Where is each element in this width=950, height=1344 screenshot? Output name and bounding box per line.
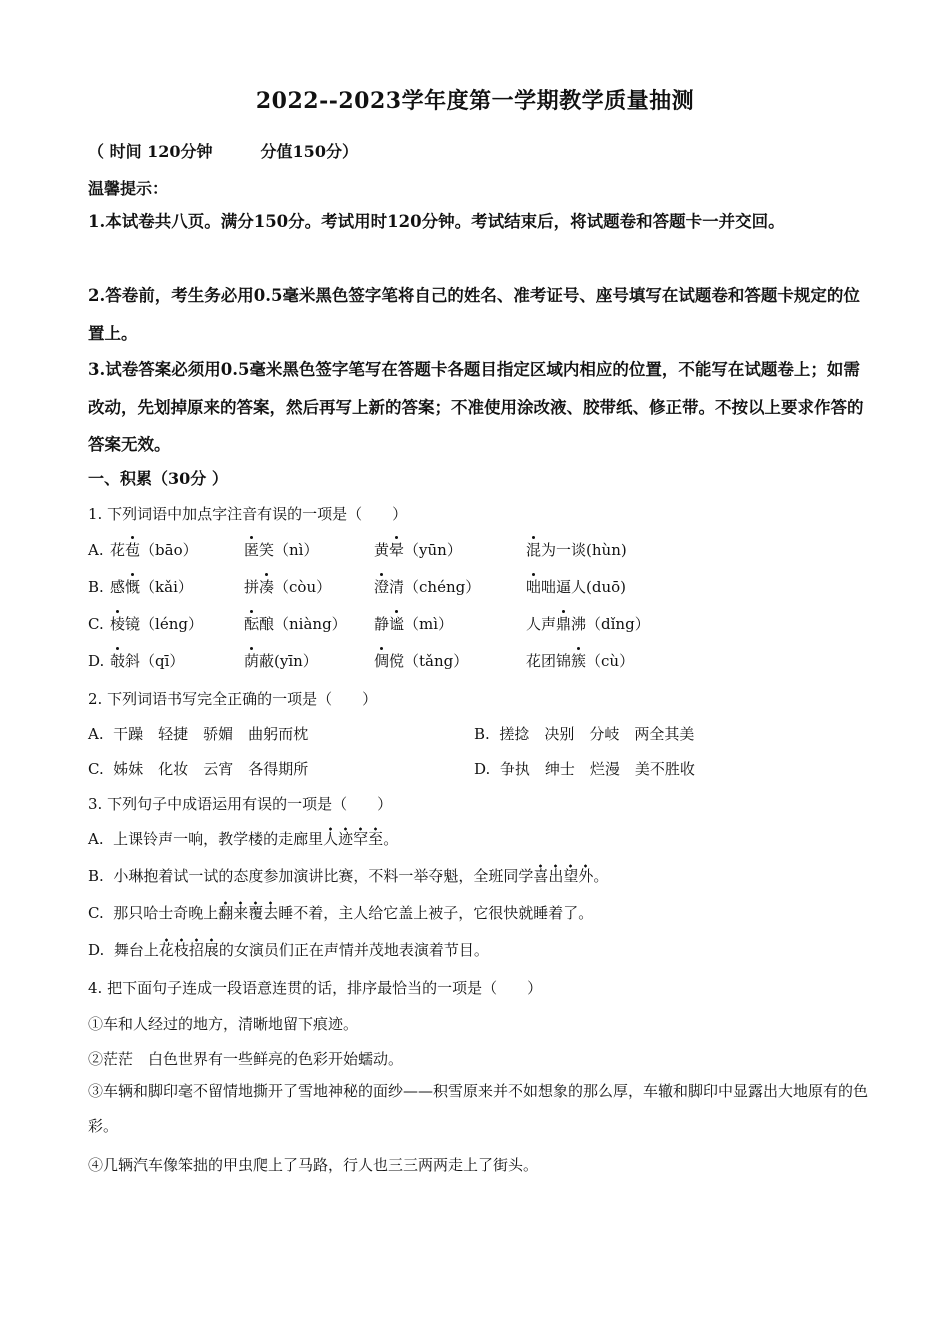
- tips-heading: 温馨提示：: [88, 179, 169, 198]
- dotted-char: 凑: [259, 578, 275, 596]
- pinyin-item: 咄咄逼人(duō): [526, 578, 627, 596]
- pinyin-item: 澄清（chéng）: [374, 578, 481, 596]
- option-label: C.: [88, 615, 104, 633]
- sentence-2: ②茫茫 白色世界有一些鲜亮的色彩开始蠕动。: [88, 1050, 404, 1068]
- exam-time: （ 时间 120分钟: [88, 142, 213, 161]
- dotted-char: 棱: [110, 615, 126, 633]
- dotted-char: 晕: [389, 541, 405, 559]
- pinyin-item: 静谧（mì）: [374, 615, 454, 633]
- dotted-char: 混: [526, 541, 542, 559]
- question-3-stem: 3. 下列句子中成语运用有误的一项是（ ）: [88, 795, 393, 813]
- option-label: B.: [88, 578, 104, 596]
- pinyin-item: 棱镜（léng）: [110, 615, 203, 633]
- dotted-char: 谧: [389, 615, 405, 633]
- q3-option: B. 小琳抱着试一试的态度参加演讲比赛，不料一举夺魁，全班同学喜出望外。: [88, 866, 608, 886]
- question-1-stem: 1. 下列词语中加点字注音有误的一项是（ ）: [88, 505, 408, 523]
- pinyin-item: 混为一谈(hùn): [526, 541, 627, 559]
- pinyin-item: 花团锦簇（cù）: [526, 652, 635, 670]
- option-a: A. 干躁 轻捷 骄媚 曲躬而枕: [88, 725, 309, 743]
- dotted-char: 匿: [244, 541, 260, 559]
- sentence-3: ③车辆和脚印毫不留情地撕开了雪地神秘的面纱——积雪原来并不如想象的那么厚，车辙和脚印中显露出大地原有的色彩。: [88, 1082, 869, 1135]
- pinyin-item: 匿笑（nì）: [244, 541, 319, 559]
- sentence-4: ④几辆汽车像笨拙的甲虫爬上了马路，行人也三三两两走上了街头。: [88, 1156, 539, 1174]
- dotted-idiom: 人迹罕至: [323, 827, 383, 848]
- option-label: D.: [88, 652, 105, 670]
- dotted-char: 澄: [374, 578, 390, 596]
- pinyin-item: 拼凑（còu）: [244, 578, 332, 596]
- sentence-1: ①车和人经过的地方，清晰地留下痕迹。: [88, 1015, 359, 1033]
- question-2-stem: 2. 下列词语书写完全正确的一项是（ ）: [88, 690, 378, 708]
- question-4-stem: 4. 把下面句子连成一段语意连贯的话，排序最恰当的一项是（ ）: [88, 979, 543, 997]
- q3-option: D. 舞台上花枝招展的女演员们正在声情并茂地表演着节目。: [88, 940, 489, 960]
- dotted-char: 鼎: [556, 615, 572, 633]
- q3-option: A. 上课铃声一响，教学楼的走廊里人迹罕至。: [88, 829, 398, 849]
- dotted-char: 酝: [244, 615, 260, 633]
- dotted-char: 咄: [526, 578, 542, 596]
- dotted-char: 苞: [125, 541, 141, 559]
- pinyin-item: 感慨（kǎi）: [110, 578, 193, 596]
- dotted-char: 倜: [374, 652, 390, 670]
- dotted-char: 簇: [571, 652, 587, 670]
- option-label: A.: [88, 541, 104, 559]
- tip-item: 2.答卷前，考生务必用0.5毫米黑色签字笔将自己的姓名、准考证号、座号填写在试题卷和答题卡规定的位置上。: [88, 286, 860, 343]
- q3-option: C. 那只哈士奇晚上翻来覆去睡不着，主人给它盖上被子，它很快就睡着了。: [88, 903, 593, 923]
- dotted-idiom: 喜出望外: [533, 864, 593, 885]
- option-b: B. 搓捻 决别 分岐 两全其美: [474, 725, 695, 743]
- pinyin-item: 攲斜（qī）: [110, 652, 185, 670]
- pinyin-item: 黄晕（yūn）: [374, 541, 462, 559]
- pinyin-item: 花苞（bāo）: [110, 541, 198, 559]
- option-c: C. 姊妹 化妆 云宵 各得期所: [88, 760, 309, 778]
- dotted-idiom: 花枝招展: [159, 938, 219, 959]
- pinyin-item: 倜傥（tǎng）: [374, 652, 469, 670]
- exam-meta: [88, 139, 358, 162]
- dotted-idiom: 翻来覆去: [218, 901, 278, 922]
- pinyin-item: 人声鼎沸（dǐng）: [526, 615, 650, 633]
- section-heading: 一、积累（30分 ）: [88, 469, 228, 488]
- dotted-char: 荫: [244, 652, 260, 670]
- page-title: 2022--2023学年度第一学期教学质量抽测: [255, 88, 695, 114]
- tip-item: 3.试卷答案必须用0.5毫米黑色签字笔写在答题卡各题目指定区域内相应的位置，不能写在试题卷上；如需改动，先划掉原来的答案，然后再写上新的答案；不准使用涂改液、胶带纸、修正带。不按以上要求作答的答案无效。: [88, 360, 864, 454]
- dotted-char: 攲: [110, 652, 126, 670]
- tip-item: 1.本试卷共八页。满分150分。考试用时120分钟。考试结束后，将试题卷和答题卡一并交回。: [88, 212, 785, 231]
- dotted-char: 慨: [125, 578, 141, 596]
- pinyin-item: 荫蔽(yīn）: [244, 652, 318, 670]
- pinyin-item: 酝酿（niàng）: [244, 615, 347, 633]
- option-d: D. 争执 绅士 烂漫 美不胜收: [474, 760, 695, 778]
- exam-score: 分值150分）: [260, 142, 358, 161]
